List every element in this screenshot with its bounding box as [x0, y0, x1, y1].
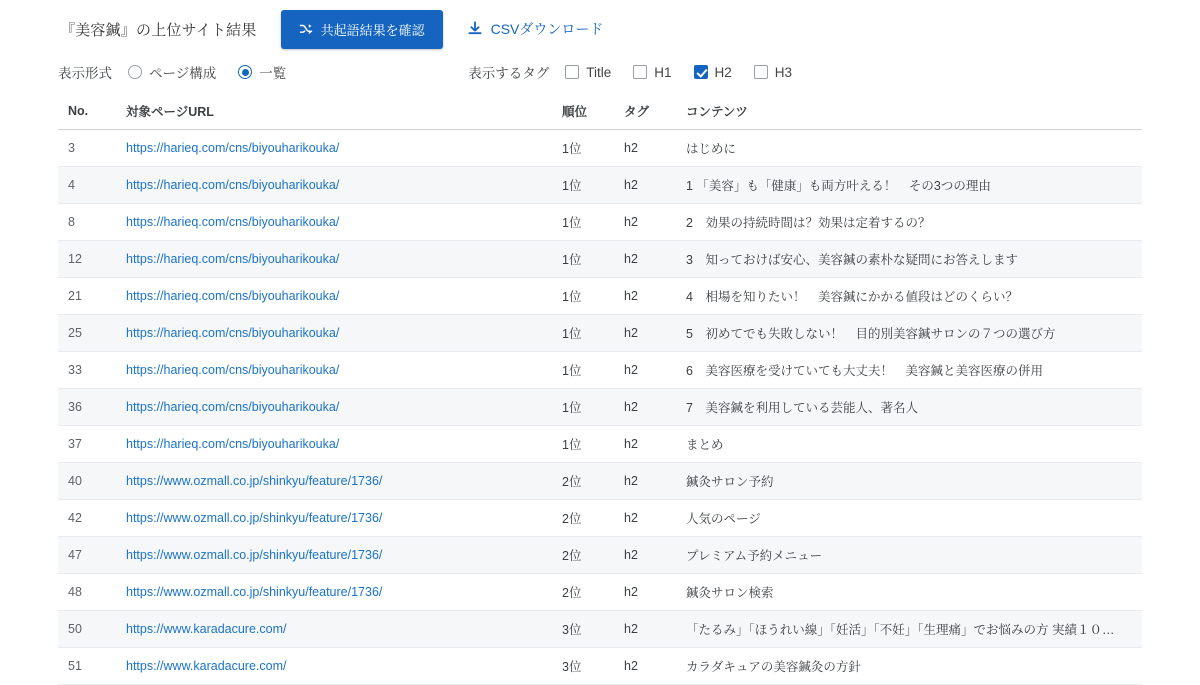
csv-download-link[interactable]: [467, 19, 604, 39]
cell-rank: 2位: [556, 500, 618, 537]
checkbox-off-icon: [565, 65, 579, 79]
checkbox-title[interactable]: [565, 65, 611, 80]
url-link[interactable]: https://www.karadacure.com/: [126, 659, 287, 673]
column-header-tag[interactable]: タグ: [618, 96, 680, 130]
table-row[interactable]: [58, 426, 1142, 463]
cell-url: [116, 426, 556, 463]
cell-no: 8: [58, 204, 116, 241]
download-icon: [467, 20, 483, 39]
url-link[interactable]: https://harieq.com/cns/biyouharikouka/: [126, 215, 340, 229]
cell-no: 21: [58, 278, 116, 315]
cell-tag: h2: [618, 278, 680, 315]
cell-rank: 3位: [556, 611, 618, 648]
cell-content: 人気のページ: [680, 500, 1142, 537]
cell-rank: 1位: [556, 241, 618, 278]
results-table: [58, 96, 1142, 685]
url-link[interactable]: https://harieq.com/cns/biyouharikouka/: [126, 437, 340, 451]
cell-rank: 2位: [556, 463, 618, 500]
cell-content: 鍼灸サロン予約: [680, 463, 1142, 500]
column-header-content[interactable]: コンテンツ: [680, 96, 1142, 130]
cell-no: 33: [58, 352, 116, 389]
cell-content: 3 知っておけば安心、美容鍼の素朴な疑問にお答えします: [680, 241, 1142, 278]
radio-list-label: 一覧: [259, 66, 287, 81]
cell-tag: h2: [618, 130, 680, 167]
table-row[interactable]: [58, 389, 1142, 426]
table-header-row: [58, 96, 1142, 130]
cell-tag: h2: [618, 648, 680, 685]
cell-rank: 1位: [556, 352, 618, 389]
cell-tag: h2: [618, 315, 680, 352]
table-row[interactable]: [58, 463, 1142, 500]
radio-off-icon: [128, 65, 142, 79]
cell-tag: h2: [618, 426, 680, 463]
tag-filter-label: 表示するタグ: [468, 66, 550, 81]
table-row[interactable]: [58, 574, 1142, 611]
url-link[interactable]: https://www.ozmall.co.jp/shinkyu/feature/1736/: [126, 511, 383, 525]
cell-tag: h2: [618, 352, 680, 389]
cell-url: [116, 648, 556, 685]
checkbox-h1[interactable]: [633, 65, 671, 80]
url-link[interactable]: https://www.ozmall.co.jp/shinkyu/feature/1736/: [126, 548, 383, 562]
cell-content: 4 相場を知りたい！ 美容鍼にかかる値段はどのくらい？: [680, 278, 1142, 315]
table-row[interactable]: [58, 204, 1142, 241]
cell-no: 37: [58, 426, 116, 463]
radio-page-structure[interactable]: [128, 62, 216, 82]
cell-url: [116, 389, 556, 426]
shuffle-icon: [299, 22, 313, 36]
cell-content: プレミアム予約メニュー: [680, 537, 1142, 574]
cell-no: 25: [58, 315, 116, 352]
cell-rank: 1位: [556, 130, 618, 167]
url-link[interactable]: https://harieq.com/cns/biyouharikouka/: [126, 326, 340, 340]
checkbox-h3[interactable]: [754, 65, 792, 80]
cell-tag: h2: [618, 241, 680, 278]
cell-no: 36: [58, 389, 116, 426]
cell-content: まとめ: [680, 426, 1142, 463]
url-link[interactable]: https://harieq.com/cns/biyouharikouka/: [126, 363, 340, 377]
options-row: [0, 48, 1200, 96]
cell-content: 6 美容医療を受けていても大丈夫！ 美容鍼と美容医療の併用: [680, 352, 1142, 389]
cell-tag: h2: [618, 574, 680, 611]
cooccurrence-result-label: 共起語結果を確認: [320, 22, 425, 38]
cell-url: [116, 167, 556, 204]
table-row[interactable]: [58, 648, 1142, 685]
cell-tag: h2: [618, 463, 680, 500]
url-link[interactable]: https://harieq.com/cns/biyouharikouka/: [126, 289, 340, 303]
cell-rank: 3位: [556, 648, 618, 685]
column-header-url[interactable]: 対象ページURL: [116, 96, 556, 130]
cell-tag: h2: [618, 500, 680, 537]
cell-no: 40: [58, 463, 116, 500]
cell-url: [116, 352, 556, 389]
cell-url: [116, 278, 556, 315]
cell-rank: 1位: [556, 278, 618, 315]
radio-page-structure-label: ページ構成: [149, 66, 217, 81]
cell-rank: 1位: [556, 389, 618, 426]
table-head: [58, 96, 1142, 130]
cell-tag: h2: [618, 537, 680, 574]
table-row[interactable]: [58, 241, 1142, 278]
top-toolbar: [0, 0, 1200, 48]
cell-no: 42: [58, 500, 116, 537]
table-row[interactable]: [58, 315, 1142, 352]
cell-rank: 1位: [556, 426, 618, 463]
table-row[interactable]: [58, 611, 1142, 648]
cell-no: 48: [58, 574, 116, 611]
table-body: [58, 130, 1142, 685]
cell-rank: 1位: [556, 204, 618, 241]
cooccurrence-result-button[interactable]: [281, 10, 443, 49]
checkbox-h2[interactable]: [694, 65, 732, 80]
table-row[interactable]: [58, 130, 1142, 167]
cell-url: [116, 500, 556, 537]
csv-download-label: CSVダウンロード: [490, 21, 604, 37]
cell-no: 3: [58, 130, 116, 167]
column-header-rank[interactable]: 順位: [556, 96, 618, 130]
display-format-label: 表示形式: [58, 66, 112, 81]
cell-no: 4: [58, 167, 116, 204]
cell-rank: 1位: [556, 315, 618, 352]
table-row[interactable]: [58, 167, 1142, 204]
cell-url: [116, 204, 556, 241]
url-link[interactable]: https://www.ozmall.co.jp/shinkyu/feature/1736/: [126, 474, 383, 488]
cell-content: はじめに: [680, 130, 1142, 167]
cell-tag: h2: [618, 611, 680, 648]
table-row[interactable]: [58, 352, 1142, 389]
page-title: 『美容鍼』の上位サイト結果: [60, 21, 257, 39]
checkbox-h3-label: H3: [774, 64, 793, 80]
cell-no: 50: [58, 611, 116, 648]
cell-no: 47: [58, 537, 116, 574]
table-row[interactable]: [58, 278, 1142, 315]
cell-tag: h2: [618, 167, 680, 204]
cell-no: 12: [58, 241, 116, 278]
cell-url: [116, 241, 556, 278]
cell-rank: 1位: [556, 167, 618, 204]
cell-url: [116, 537, 556, 574]
checkbox-on-icon: [694, 65, 708, 79]
url-link[interactable]: https://harieq.com/cns/biyouharikouka/: [126, 252, 340, 266]
radio-list[interactable]: [238, 62, 286, 82]
cell-content: 1 「美容」も「健康」も両方叶える！ その3つの理由: [680, 167, 1142, 204]
cell-content: カラダキュアの美容鍼灸の方針: [680, 648, 1142, 685]
cell-content: 2 効果の持続時間は？効果は定着するの？: [680, 204, 1142, 241]
cell-url: [116, 463, 556, 500]
cell-content: 5 初めてでも失敗しない！ 目的別美容鍼サロンの７つの選び方: [680, 315, 1142, 352]
url-link[interactable]: https://harieq.com/cns/biyouharikouka/: [126, 400, 340, 414]
table-row[interactable]: [58, 537, 1142, 574]
checkbox-h1-label: H1: [654, 64, 672, 80]
cell-tag: h2: [618, 389, 680, 426]
checkbox-title-label: Title: [586, 64, 612, 80]
url-link[interactable]: https://www.karadacure.com/: [126, 622, 287, 636]
cell-content: 7 美容鍼を利用している芸能人、著名人: [680, 389, 1142, 426]
column-header-no[interactable]: No.: [58, 96, 116, 130]
checkbox-off-icon: [754, 65, 768, 79]
cell-tag: h2: [618, 204, 680, 241]
cell-url: [116, 574, 556, 611]
checkbox-h2-label: H2: [714, 64, 732, 80]
cell-content: 「たるみ」「ほうれい線」「妊活」「不妊」「生理痛」でお悩みの方 実績１０…: [680, 611, 1142, 648]
url-link[interactable]: https://www.ozmall.co.jp/shinkyu/feature/1736/: [126, 585, 383, 599]
table-row[interactable]: [58, 500, 1142, 537]
checkbox-off-icon: [633, 65, 647, 79]
cell-url: [116, 130, 556, 167]
cell-url: [116, 315, 556, 352]
cell-rank: 2位: [556, 574, 618, 611]
cell-content: 鍼灸サロン検索: [680, 574, 1142, 611]
url-link[interactable]: https://harieq.com/cns/biyouharikouka/: [126, 141, 340, 155]
cell-rank: 2位: [556, 537, 618, 574]
url-link[interactable]: https://harieq.com/cns/biyouharikouka/: [126, 178, 340, 192]
radio-on-icon: [238, 65, 252, 79]
results-table-wrapper: [0, 96, 1200, 685]
cell-no: 51: [58, 648, 116, 685]
cell-url: [116, 611, 556, 648]
